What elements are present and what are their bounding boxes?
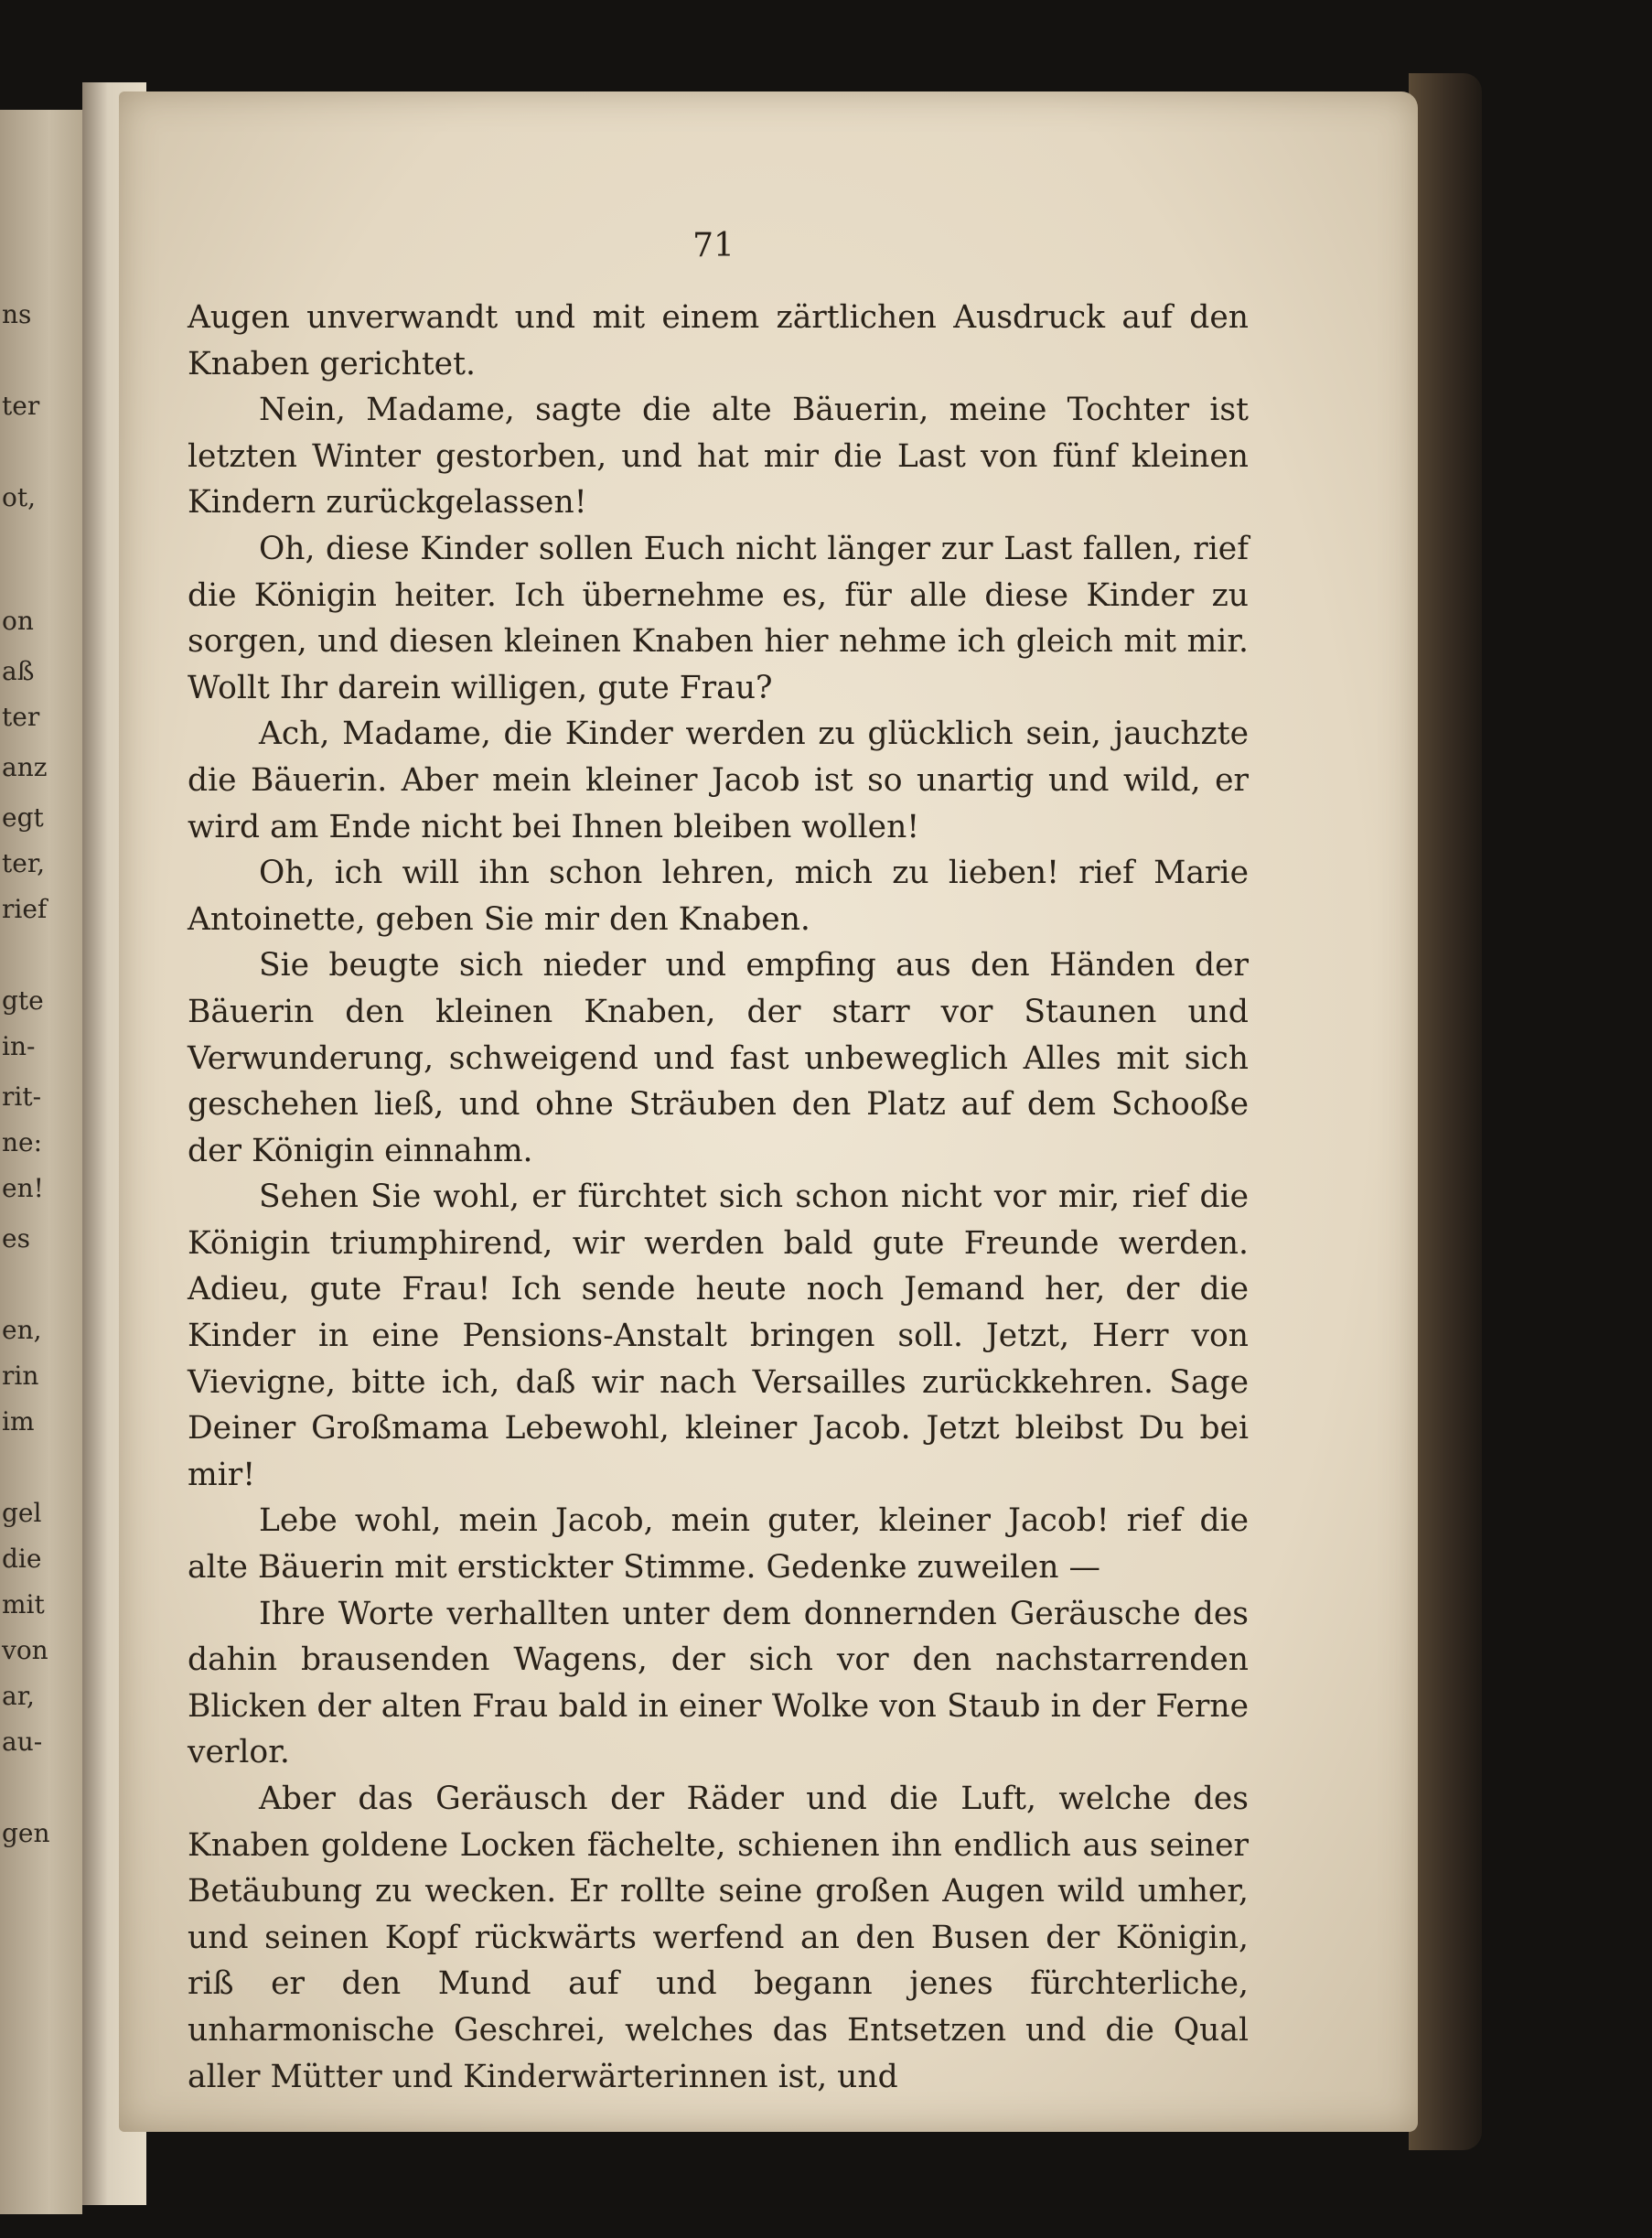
paragraph: Ihre Worte verhallten unter dem donnernden Geräusche des dahin brausenden Wagens, der sich vor den nachstarrenden Blicken der alten Frau bald in einer Wolke von Staub in der Ferne verlor.: [188, 1595, 1249, 1771]
paragraph: Oh, diese Kinder sollen Euch nicht länger zur Last fallen, rief die Königin heiter. Ich übernehme es, für alle diese Kinder zu sorgen, und diesen kleinen Knaben hier nehme ich gleich mit mir. Wollt Ihr darein willigen, gute Frau?: [188, 530, 1249, 706]
page-edge: [1409, 73, 1482, 2150]
fragment: im: [2, 1406, 35, 1436]
fragment: ot,: [2, 482, 37, 512]
fragment: die: [2, 1544, 42, 1574]
paragraph: Sie beugte sich nieder und empfing aus den Händen der Bäuerin den kleinen Knaben, der starr vor Staunen und Verwunderung, schweigend und fast unbeweglich Alles mit sich geschehen ließ, und ohne Sträuben den Platz auf dem Schooße der Königin einnahm.: [188, 947, 1249, 1169]
fragment: au-: [2, 1727, 43, 1757]
fragment: ns: [2, 299, 32, 329]
fragment: mit: [2, 1589, 45, 1619]
fragment: rit-: [2, 1081, 42, 1112]
paragraph: Lebe wohl, mein Jacob, mein guter, kleiner Jacob! rief die alte Bäuerin mit erstickter Stimme. Gedenke zuweilen —: [188, 1502, 1249, 1587]
fragment: gte: [2, 985, 44, 1016]
fragment: in-: [2, 1031, 36, 1061]
page-number: 71: [692, 227, 735, 264]
left-page: [0, 110, 82, 2214]
fragment: gen: [2, 1818, 50, 1848]
fragment: aß: [2, 656, 35, 686]
fragment: en!: [2, 1173, 44, 1203]
fragment: gel: [2, 1498, 42, 1528]
fragment: anz: [2, 752, 48, 782]
fragment: es: [2, 1223, 30, 1253]
fragment: rin: [2, 1361, 39, 1391]
paragraph: Sehen Sie wohl, er fürchtet sich schon nicht vor mir, rief die Königin triumphirend, wir werden bald gute Freunde werden. Adieu, gute Frau! Ich sende heute noch Jemand her, der die Kinder in eine Pensions-Anstalt bringen soll. Jetzt, Herr von Vievigne, bitte ich, daß wir nach Versailles zurückkehren. Sage Deiner Großmama Lebewohl, kleiner Jacob. Jetzt bleibst Du bei mir!: [188, 1178, 1249, 1493]
page-text: [188, 295, 1249, 2100]
paragraph: Augen unverwandt und mit einem zärtlichen Ausdruck auf den Knaben gerichtet.: [188, 299, 1249, 382]
fragment: ter: [2, 702, 40, 732]
paragraph: Aber das Geräusch der Räder und die Luft, welche des Knaben goldene Locken fächelte, schienen ihn endlich aus seiner Betäubung zu wecken. Er rollte seine großen Augen wild umher, und seinen Kopf rückwärts werfend an den Busen der Königin, riß er den Mund auf und begann jenes fürchterliche, unharmonische Geschrei, welches das Entsetzen und die Qual aller Mütter und Kinderwärterinnen ist, und: [188, 1781, 1249, 2095]
paragraph: Ach, Madame, die Kinder werden zu glücklich sein, jauchzte die Bäuerin. Aber mein kleiner Jacob ist so unartig und wild, er wird am Ende nicht bei Ihnen bleiben wollen!: [188, 716, 1249, 845]
fragment: ne:: [2, 1127, 43, 1157]
fragment: rief: [2, 894, 48, 924]
fragment: egt: [2, 802, 44, 833]
fragment: ter,: [2, 848, 46, 878]
paragraph: Oh, ich will ihn schon lehren, mich zu lieben! rief Marie Antoinette, geben Sie mir den Knaben.: [188, 855, 1249, 938]
fragment: on: [2, 606, 34, 636]
fragment: en,: [2, 1315, 42, 1345]
fragment: von: [2, 1635, 48, 1665]
fragment: ter: [2, 391, 40, 421]
fragment: ar,: [2, 1681, 35, 1711]
paragraph: Nein, Madame, sagte die alte Bäuerin, meine Tochter ist letzten Winter gestorben, und hat mir die Last von fünf kleinen Kindern zurückgelassen!: [188, 392, 1249, 522]
